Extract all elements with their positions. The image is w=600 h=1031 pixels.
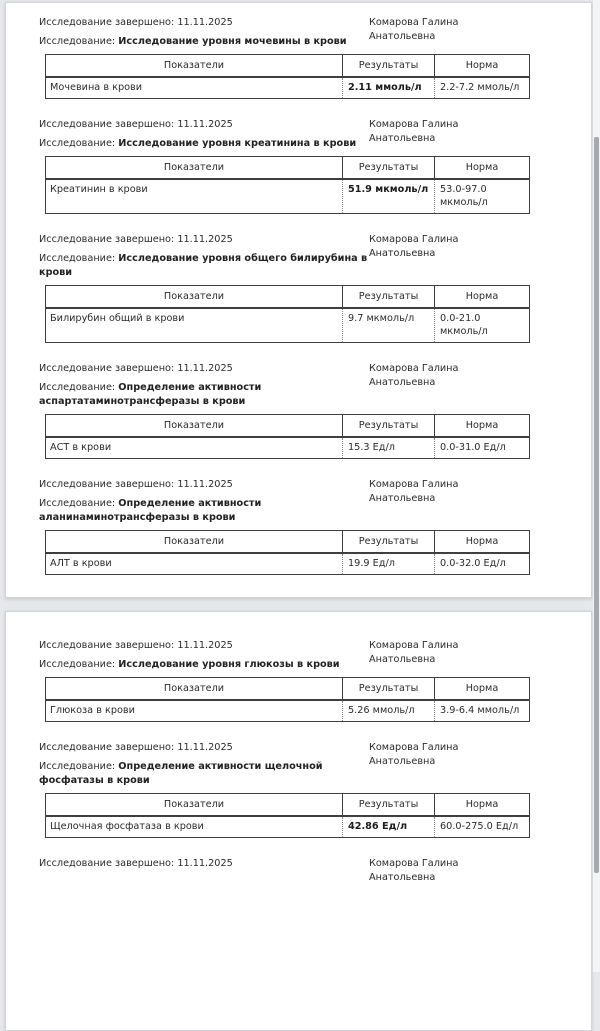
patient-name: Комарова Галина Анатольевна: [369, 640, 459, 665]
table-row: [46, 700, 530, 722]
study-title: Определение активности щелочной фосфатазы в крови: [39, 761, 323, 786]
table-header-row: [46, 286, 530, 309]
column-header-norm: Норма: [435, 531, 530, 554]
column-header-norm: Норма: [435, 794, 530, 817]
column-header-result: Результаты: [343, 678, 435, 701]
results-table: [45, 54, 530, 99]
scrollbar-thumb[interactable]: [594, 137, 599, 873]
lab-section-glucose: [39, 639, 591, 722]
indicator-cell: Билирубин общий в крови: [46, 308, 343, 343]
study-title: Определение активности аспартатаминотрансферазы в крови: [39, 382, 262, 407]
norm-cell: 3.9-6.4 ммоль/л: [435, 700, 530, 722]
table-header-row: [46, 678, 530, 701]
study-prefix-label: Исследование:: [39, 498, 116, 509]
table-header-row: [46, 55, 530, 78]
column-header-indicator: Показатели: [46, 55, 343, 78]
column-header-norm: Норма: [435, 157, 530, 180]
table-header-row: [46, 794, 530, 817]
study-title-line: [39, 35, 379, 49]
study-completed-date: Исследование завершено: 11.11.2025: [39, 742, 233, 753]
norm-cell: 60.0-275.0 Ед/л: [435, 816, 530, 838]
document-page-2: [5, 611, 592, 1031]
lab-section-creatinine: [39, 118, 591, 214]
study-completed-date: Исследование завершено: 11.11.2025: [39, 363, 233, 374]
table-row: [46, 179, 530, 214]
document-page-1: [5, 2, 592, 598]
norm-cell: 53.0-97.0 мкмоль/л: [435, 179, 530, 214]
study-title-line: [39, 252, 379, 280]
study-completed-date: Исследование завершено: 11.11.2025: [39, 119, 233, 130]
study-title: Определение активности аланинаминотрансферазы в крови: [39, 498, 262, 523]
column-header-result: Результаты: [343, 286, 435, 309]
column-header-norm: Норма: [435, 415, 530, 438]
study-title: Исследование уровня мочевины в крови: [118, 36, 347, 47]
results-table: [45, 414, 530, 459]
lab-section-urea: [39, 16, 591, 99]
study-prefix-label: Исследование:: [39, 253, 116, 264]
study-title: Исследование уровня глюкозы в крови: [118, 659, 340, 670]
norm-cell: 0.0-21.0 мкмоль/л: [435, 308, 530, 343]
norm-cell: 0.0-32.0 Ед/л: [435, 553, 530, 575]
table-row: [46, 308, 530, 343]
patient-name: Комарова Галина Анатольевна: [369, 858, 459, 883]
column-header-indicator: Показатели: [46, 157, 343, 180]
results-table: [45, 285, 530, 343]
table-row: [46, 816, 530, 838]
column-header-indicator: Показатели: [46, 286, 343, 309]
column-header-norm: Норма: [435, 678, 530, 701]
column-header-result: Результаты: [343, 55, 435, 78]
result-cell: 51.9 мкмоль/л: [343, 179, 435, 214]
study-prefix-label: Исследование:: [39, 382, 116, 393]
study-title-line: [39, 658, 379, 672]
patient-name: Комарова Галина Анатольевна: [369, 363, 459, 388]
study-completed-date: Исследование завершено: 11.11.2025: [39, 640, 233, 651]
results-table: [45, 530, 530, 575]
table-header-row: [46, 157, 530, 180]
table-row: [46, 553, 530, 575]
norm-cell: 0.0-31.0 Ед/л: [435, 437, 530, 459]
study-completed-date: Исследование завершено: 11.11.2025: [39, 17, 233, 28]
result-cell: 19.9 Ед/л: [343, 553, 435, 575]
column-header-result: Результаты: [343, 794, 435, 817]
patient-name: Комарова Галина Анатольевна: [369, 742, 459, 767]
study-prefix-label: Исследование:: [39, 659, 116, 670]
result-cell: 15.3 Ед/л: [343, 437, 435, 459]
column-header-result: Результаты: [343, 415, 435, 438]
lab-section-alkaline-phosphatase: [39, 741, 591, 838]
patient-name: Комарова Галина Анатольевна: [369, 234, 459, 259]
column-header-result: Результаты: [343, 531, 435, 554]
study-title: Исследование уровня креатинина в крови: [118, 138, 357, 149]
result-cell: 42.86 Ед/л: [343, 816, 435, 838]
study-title: Исследование уровня общего билирубина в крови: [39, 253, 368, 278]
table-header-row: [46, 531, 530, 554]
column-header-norm: Норма: [435, 55, 530, 78]
study-prefix-label: Исследование:: [39, 36, 116, 47]
study-completed-date: Исследование завершено: 11.11.2025: [39, 479, 233, 490]
column-header-indicator: Показатели: [46, 678, 343, 701]
column-header-indicator: Показатели: [46, 415, 343, 438]
indicator-cell: Глюкоза в крови: [46, 700, 343, 722]
results-table: [45, 156, 530, 214]
column-header-indicator: Показатели: [46, 794, 343, 817]
indicator-cell: Мочевина в крови: [46, 77, 343, 99]
indicator-cell: Креатинин в крови: [46, 179, 343, 214]
norm-cell: 2.2-7.2 ммоль/л: [435, 77, 530, 99]
table-row: [46, 437, 530, 459]
lab-section-bilirubin: [39, 233, 591, 343]
study-title-line: [39, 137, 379, 151]
lab-section-alt: [39, 478, 591, 575]
results-table: [45, 793, 530, 838]
lab-section-ast: [39, 362, 591, 459]
patient-name: Комарова Галина Анатольевна: [369, 119, 459, 144]
indicator-cell: Щелочная фосфатаза в крови: [46, 816, 343, 838]
study-title-line: [39, 760, 379, 788]
lab-section-next: [39, 857, 591, 883]
study-title-line: [39, 497, 379, 525]
scrollbar-track[interactable]: [593, 0, 600, 972]
study-completed-date: Исследование завершено: 11.11.2025: [39, 858, 233, 869]
column-header-result: Результаты: [343, 157, 435, 180]
indicator-cell: АЛТ в крови: [46, 553, 343, 575]
study-title-line: [39, 381, 379, 409]
results-table: [45, 677, 530, 722]
patient-name: Комарова Галина Анатольевна: [369, 479, 459, 504]
result-cell: 2.11 ммоль/л: [343, 77, 435, 99]
patient-name: Комарова Галина Анатольевна: [369, 17, 459, 42]
column-header-norm: Норма: [435, 286, 530, 309]
study-prefix-label: Исследование:: [39, 138, 116, 149]
indicator-cell: АСТ в крови: [46, 437, 343, 459]
column-header-indicator: Показатели: [46, 531, 343, 554]
result-cell: 5.26 ммоль/л: [343, 700, 435, 722]
study-completed-date: Исследование завершено: 11.11.2025: [39, 234, 233, 245]
study-prefix-label: Исследование:: [39, 761, 116, 772]
result-cell: 9.7 мкмоль/л: [343, 308, 435, 343]
table-header-row: [46, 415, 530, 438]
table-row: [46, 77, 530, 99]
